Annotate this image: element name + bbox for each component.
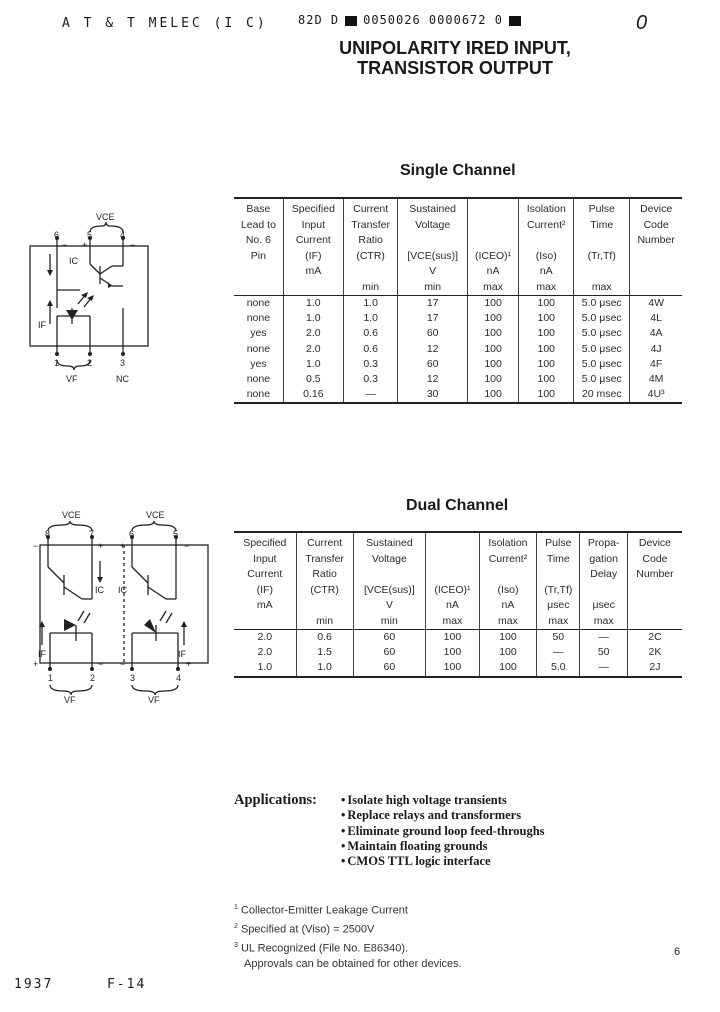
header-cell: Transfer (296, 552, 353, 568)
application-item: • Maintain floating grounds (341, 839, 545, 854)
header-cell: Delay (580, 567, 628, 583)
header-cell: Time (574, 218, 630, 234)
single-channel-table (234, 197, 682, 404)
vce-label: VCE (146, 510, 165, 520)
table-row (234, 387, 682, 403)
dual-channel-title: Dual Channel (406, 497, 509, 514)
table-row (234, 311, 682, 326)
header-cell: Pin (250, 249, 266, 262)
header-cell: Voltage (398, 218, 468, 234)
table-cell: 60 (353, 630, 426, 646)
header-cell: Sustained (398, 198, 468, 218)
table-cell: 0.16 (283, 387, 343, 403)
table-cell: 5.0 (537, 660, 580, 676)
table-cell: 100 (479, 660, 536, 676)
ic-label: IC (118, 585, 127, 595)
pin-3-label: 3 (120, 358, 126, 368)
table-cell: — (537, 645, 580, 660)
pin-3-label: 3 (130, 673, 136, 683)
page-title (300, 38, 610, 78)
table-cell: 2.0 (257, 646, 273, 659)
plus-sign: + (33, 659, 39, 669)
application-item: • Replace relays and transformers (341, 808, 545, 823)
table-cell: 0.6 (343, 326, 398, 341)
header-cell (234, 264, 283, 280)
footnote-3 (234, 938, 462, 957)
table-cell: 60 (398, 357, 468, 372)
header-cell (283, 280, 343, 296)
minus-sign: − (62, 240, 68, 250)
table-cell: 100 (426, 660, 480, 676)
header-mark: 0 (636, 12, 648, 34)
minus-sign: − (98, 659, 104, 669)
table-cell: 100 (519, 296, 574, 312)
header-cell: (IF) (256, 583, 273, 596)
header-cell: nA (519, 264, 574, 280)
header-cell: Pulse (537, 532, 580, 552)
header-cell: min (353, 614, 426, 630)
table-cell: 100 (519, 342, 574, 357)
table-cell: 100 (479, 645, 536, 660)
table-cell: 60 (353, 645, 426, 660)
footnote-4 (234, 957, 462, 973)
table-cell: 100 (519, 311, 574, 326)
header-cell: Lead to (240, 218, 276, 231)
table-cell: 4J (630, 342, 682, 357)
header-cell (574, 264, 630, 280)
pin-6-label: 6 (54, 230, 60, 240)
pin-7-label: 7 (89, 529, 95, 539)
table-cell: — (580, 660, 628, 676)
table-cell: 0.3 (343, 372, 398, 387)
header-cell: Isolation (479, 532, 536, 552)
single-channel-title: Single Channel (400, 162, 516, 179)
table-cell: 2K (627, 645, 682, 660)
header-cell: gation (580, 552, 628, 568)
table-cell: 30 (398, 387, 468, 403)
header-cell (630, 280, 682, 296)
header-cell (426, 552, 480, 568)
pin-5-label: 5 (87, 230, 93, 240)
header-company: A T & T MELEC (I C) (62, 16, 268, 31)
table-cell: 2.0 (283, 326, 343, 341)
table-cell: 100 (426, 645, 480, 660)
header-cell: Current (296, 532, 353, 552)
footnote-mark: 2 (234, 923, 238, 931)
pin-4-label: 4 (176, 673, 182, 683)
vf-label: VF (64, 695, 76, 705)
header-cell: V (353, 598, 426, 614)
table-cell: 0.6 (343, 342, 398, 357)
pin-6-label: 6 (129, 529, 135, 539)
table-cell: 100 (519, 372, 574, 387)
header-cell: [VCE(sus)] (398, 249, 468, 265)
header-cell: Device (630, 198, 682, 218)
header-cell (574, 233, 630, 249)
header-cell: max (467, 280, 518, 296)
header-cell (234, 280, 283, 296)
nc-label: NC (116, 374, 129, 384)
table-cell: 1.0 (343, 296, 398, 312)
header-cell: (IF) (283, 249, 343, 265)
footnote-mark: 1 (234, 904, 238, 911)
header-cell: (Iso) (519, 249, 574, 265)
table-cell: — (343, 387, 398, 403)
table-cell: yes (250, 327, 267, 340)
plus-sign: + (120, 541, 126, 551)
header-cell: Number (627, 567, 682, 583)
page-number: 6 (674, 946, 681, 958)
applications-label: Applications: (234, 792, 317, 808)
header-cell (353, 567, 426, 583)
table-row (234, 357, 682, 372)
header-cell: Input (253, 552, 277, 565)
header-cell: Current (343, 198, 398, 218)
if-label: IF (38, 649, 46, 659)
table-cell: none (246, 312, 271, 325)
header-cell: min (296, 614, 353, 630)
header-cell: min (398, 280, 468, 296)
if-label: IF (38, 320, 46, 330)
table-cell: 100 (519, 357, 574, 372)
header-cell: Specified (283, 198, 343, 218)
minus-sign: − (184, 541, 190, 551)
header-cell (467, 198, 518, 218)
table-cell: 5.0 μsec (574, 372, 630, 387)
header-cell (627, 614, 682, 630)
header-cell (627, 583, 682, 599)
dual-channel-rows (234, 630, 682, 677)
header-cell: No. 6 (245, 234, 271, 246)
header-cell: Propa- (580, 532, 628, 552)
table-row (234, 326, 682, 341)
header-cell: Current² (479, 552, 536, 568)
header-cell: max (426, 614, 480, 630)
header-cell: Current (283, 233, 343, 249)
header-cell: μsec (537, 598, 580, 614)
application-item: • CMOS TTL logic interface (341, 854, 545, 869)
header-cell: max (574, 280, 630, 296)
header-block-mark (509, 16, 521, 26)
header-cell (537, 567, 580, 583)
table-cell: 1.0 (234, 660, 296, 676)
if-label: IF (178, 649, 186, 659)
table-cell: yes (250, 357, 267, 370)
header-cell: Ratio (343, 233, 398, 249)
pin-1-label: 1 (54, 358, 60, 368)
applications-list (341, 793, 545, 869)
plus-sign: + (98, 541, 104, 551)
table-cell: 100 (467, 357, 518, 372)
table-cell: 5.0 μsec (574, 296, 630, 312)
footer (14, 977, 146, 992)
header-cell (627, 598, 682, 614)
table-row (234, 660, 682, 676)
table-cell: 2.0 (283, 342, 343, 357)
ic-label: IC (69, 256, 78, 266)
pin-4-label: 4 (120, 230, 126, 240)
footnote-1 (234, 900, 462, 919)
header-cell: nA (426, 598, 480, 614)
header-cell: (CTR) (343, 249, 398, 265)
table-cell: none (234, 387, 283, 403)
header-cell: (CTR) (296, 583, 353, 599)
header-cell: (Tr,Tf) (574, 249, 630, 265)
header-cell: Pulse (574, 198, 630, 218)
table-cell: none (246, 342, 271, 355)
header-cell (519, 233, 574, 249)
header-cell: Code (627, 552, 682, 568)
header-cell (426, 567, 480, 583)
header-cell: Current² (519, 218, 574, 234)
footnote-text: Collector-Emitter Leakage Current (240, 904, 408, 917)
header-cell (234, 614, 296, 630)
header-cell: Ratio (296, 567, 353, 583)
single-channel-rows (234, 296, 682, 404)
header-cell (479, 567, 536, 583)
table-cell: 100 (467, 342, 518, 357)
minus-sign: − (33, 541, 39, 551)
header-code-a: 82D D (298, 13, 340, 27)
table-cell: 4W (630, 296, 682, 312)
header-cell: V (398, 264, 468, 280)
table-cell: 0.6 (296, 630, 353, 646)
header-cell (630, 249, 682, 265)
pin-2-label: 2 (90, 673, 96, 683)
table-cell: 60 (353, 660, 426, 676)
header-cell: mA (256, 599, 273, 611)
table-cell: 2C (627, 630, 682, 646)
table-cell: 12 (398, 372, 468, 387)
table-cell: 100 (467, 311, 518, 326)
header-code (298, 13, 527, 27)
table-cell: 4F (630, 357, 682, 372)
table-cell: — (580, 630, 628, 646)
footnote-2 (234, 919, 462, 938)
table-cell: 100 (467, 372, 518, 387)
footnotes (234, 900, 462, 973)
table-cell: 20 msec (574, 387, 630, 403)
footnote-text: UL Recognized (File No. E86340). (240, 942, 409, 955)
table-cell: 4L (630, 311, 682, 326)
table-cell: 2.0 (257, 631, 273, 643)
header-cell: (Tr,Tf) (537, 583, 580, 599)
table-cell: 100 (519, 387, 574, 403)
header-cell: (Iso) (479, 583, 536, 599)
header-cell: Base (234, 198, 283, 218)
header-cell: [VCE(sus)] (353, 583, 426, 599)
header-cell: max (519, 280, 574, 296)
header-cell: (ICEO)¹ (467, 249, 518, 265)
header-cell (580, 583, 628, 599)
header-cell: μsec (580, 598, 628, 614)
header-cell (426, 532, 480, 552)
vf-label: VF (66, 374, 78, 384)
table-cell: 0.3 (343, 357, 398, 372)
table-cell: 1.0 (283, 357, 343, 372)
table-cell: 100 (467, 296, 518, 312)
table-cell: 1.5 (296, 645, 353, 660)
header-cell: Voltage (353, 552, 426, 568)
vf-label: VF (148, 695, 160, 705)
header-cell (630, 264, 682, 280)
package-outline (40, 545, 208, 663)
header-cell: Code (630, 218, 682, 234)
minus-sign: − (120, 659, 126, 669)
table-cell: 100 (519, 326, 574, 341)
vce-label: VCE (62, 510, 81, 520)
header-cell: max (479, 614, 536, 630)
pin-2-label: 2 (87, 358, 93, 368)
header-cell: Number (630, 233, 682, 249)
table-cell: 4A (630, 326, 682, 341)
table-cell: 12 (398, 342, 468, 357)
header-cell: Device (627, 532, 682, 552)
table-cell: 5.0 μsec (574, 357, 630, 372)
single-channel-diagram (20, 208, 180, 390)
package-outline (30, 246, 148, 346)
application-item: • Eliminate ground loop feed-throughs (341, 824, 545, 839)
header-cell: min (343, 280, 398, 296)
footer-right: F-14 (106, 977, 147, 992)
header-cell: Current (247, 568, 283, 580)
minus-sign: − (130, 240, 136, 250)
header-cell (398, 233, 468, 249)
table-row (234, 645, 682, 660)
table-cell: 1.0 (283, 296, 343, 312)
header-cell: mA (283, 264, 343, 280)
dual-channel-diagram (20, 505, 220, 705)
table-cell: 17 (398, 311, 468, 326)
header-cell: Time (537, 552, 580, 568)
header-cell: Sustained (353, 532, 426, 552)
header-cell (467, 218, 518, 234)
table-cell: 60 (398, 326, 468, 341)
table-row (234, 630, 682, 646)
pin-1-label: 1 (48, 673, 54, 683)
table-cell: 100 (467, 326, 518, 341)
header-cell: nA (479, 598, 536, 614)
table-cell: 50 (537, 630, 580, 646)
table-cell: 5.0 μsec (574, 311, 630, 326)
dual-channel-table (234, 531, 682, 678)
header-cell: Specified (234, 532, 296, 552)
header-cell (467, 233, 518, 249)
vce-label: VCE (96, 212, 115, 222)
table-cell: none (246, 373, 271, 386)
table-cell: 100 (467, 387, 518, 403)
plus-sign: + (186, 659, 192, 669)
header-cell (296, 598, 353, 614)
table-cell: 0.5 (283, 372, 343, 387)
table-cell: 50 (580, 645, 628, 660)
table-cell: 1.0 (283, 311, 343, 326)
table-cell: 5.0 μsec (574, 326, 630, 341)
header-cell: (ICEO)¹ (426, 583, 480, 599)
application-item: • Isolate high voltage transients (341, 793, 545, 808)
header-cell: max (580, 614, 628, 630)
footnote-text: Approvals can be obtained for other devices. (244, 958, 462, 971)
plus-sign: + (82, 240, 88, 250)
title-line-2: TRANSISTOR OUTPUT (357, 58, 553, 78)
header-cell: Input (283, 218, 343, 234)
header-cell: Isolation (519, 198, 574, 218)
table-cell: 17 (398, 296, 468, 312)
pin-5-label: 5 (173, 529, 179, 539)
table-cell: none (246, 297, 271, 309)
header-cell (343, 264, 398, 280)
table-cell: 1.0 (343, 311, 398, 326)
table-cell: 1.0 (296, 660, 353, 676)
pin-8-label: 8 (45, 529, 51, 539)
table-cell: 4M (630, 372, 682, 387)
header-cell: nA (467, 264, 518, 280)
ic-label: IC (95, 585, 104, 595)
table-row (234, 296, 682, 312)
table-cell: 100 (479, 630, 536, 646)
table-row (234, 372, 682, 387)
table-cell: 2J (627, 660, 682, 676)
footnote-mark: 3 (234, 942, 238, 950)
table-cell: 4U³ (630, 387, 682, 403)
header-block-mark (345, 16, 357, 26)
header-cell: max (537, 614, 580, 630)
table-cell: 5.0 μsec (574, 342, 630, 357)
header-code-b: 0050026 0000672 0 (363, 13, 503, 27)
title-line-1: UNIPOLARITY IRED INPUT, (339, 38, 571, 58)
table-row (234, 342, 682, 357)
header-cell: Transfer (343, 218, 398, 234)
footer-left: 1937 (14, 977, 54, 992)
footnote-text: Specified at (Viso) = 2500V (240, 923, 375, 936)
table-cell: 100 (426, 630, 480, 646)
